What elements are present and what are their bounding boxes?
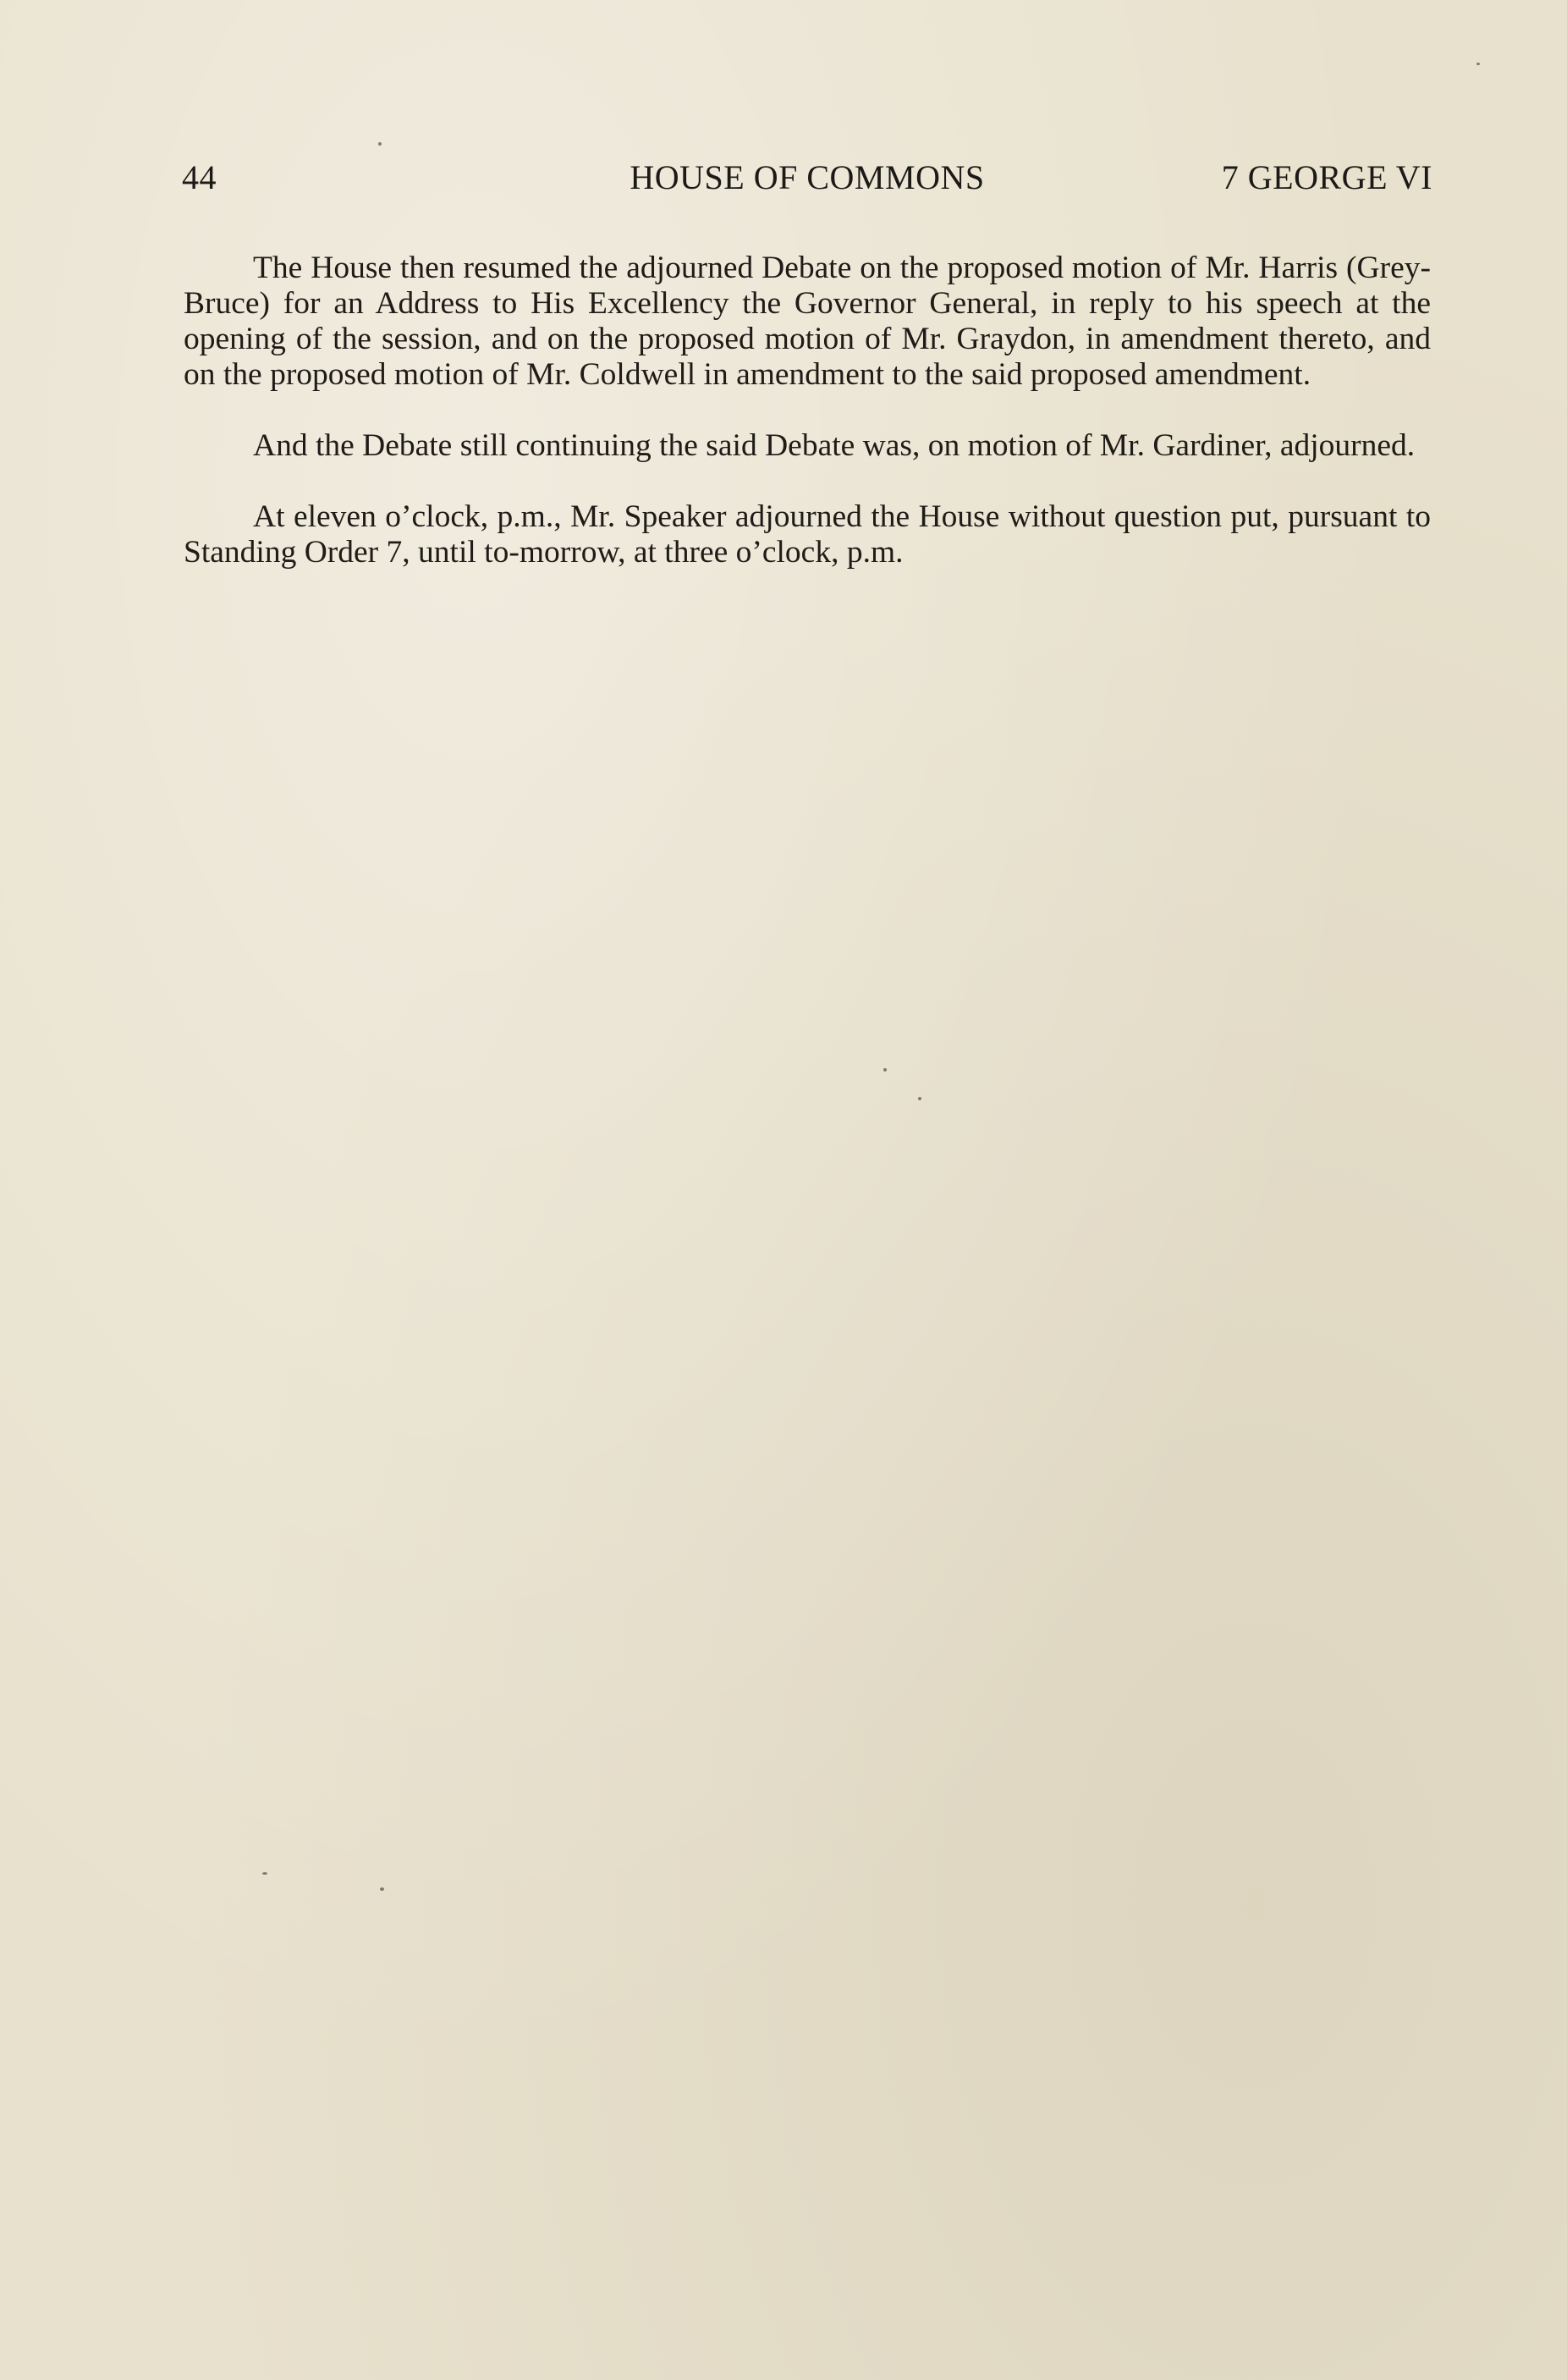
- page-header: [182, 157, 1432, 200]
- paper-speck: [378, 142, 382, 146]
- paragraph: At eleven o’clock, p.m., Mr. Speaker adjourned the House without question put, pursuant to Standing Order 7, until to-morrow, at three o’clock, p.m.: [184, 499, 1431, 570]
- paragraph: And the Debate still continuing the said Debate was, on motion of Mr. Gardiner, adjourned.: [253, 428, 1416, 463]
- page-number: 44: [182, 158, 217, 196]
- paper-speck: [883, 1068, 887, 1072]
- paper-speck: [262, 1872, 267, 1875]
- paragraph: The House then resumed the adjourned Debate on the proposed motion of Mr. Harris (Grey-Bruce) for an Address to His Excellency the Governor General, in reply to his speech at the opening of the session, and on the proposed motion of Mr. Graydon, in amendment thereto, and on the proposed motion of Mr. Coldwell in amendment to the said proposed amendment.: [184, 251, 1431, 392]
- page-title: HOUSE OF COMMONS: [630, 158, 985, 196]
- paper-speck: [380, 1887, 384, 1891]
- paper-speck: [918, 1097, 921, 1100]
- document-body: [184, 251, 1431, 606]
- regnal-year: 7 GEORGE VI: [1221, 158, 1432, 196]
- paper-speck: [1476, 63, 1480, 65]
